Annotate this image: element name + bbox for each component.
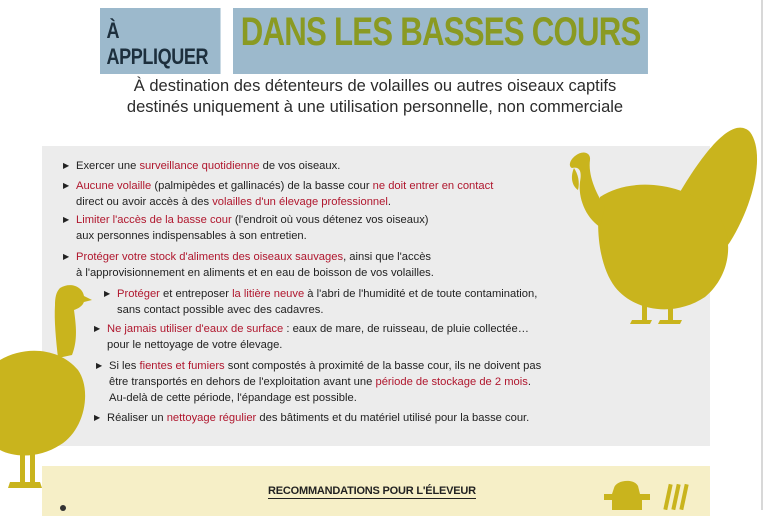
highlight-text: ne doit entrer en contact bbox=[372, 180, 494, 192]
highlight-text: Protéger bbox=[117, 288, 160, 300]
highlight-text: période de stockage de 2 mois bbox=[375, 376, 528, 388]
highlight-text: Ne jamais utiliser d'eaux de surface bbox=[107, 323, 284, 335]
recommendations-title: RECOMMANDATIONS POUR L'ÉLEVEUR bbox=[268, 485, 476, 497]
subtitle-line-1: À destination des détenteurs de volailles ou autres oiseaux captifs bbox=[133, 77, 617, 95]
bullet-arrow-icon: ▶ bbox=[94, 413, 101, 422]
rule-line bbox=[76, 249, 434, 265]
rule-text: de vos oiseaux. bbox=[259, 160, 341, 172]
rule-item bbox=[94, 410, 530, 426]
rule-item bbox=[104, 286, 538, 318]
rule-line bbox=[109, 390, 541, 406]
rule-text: Si les bbox=[109, 360, 140, 372]
rule-text: sans contact possible avec des cadavres. bbox=[117, 304, 324, 316]
rule-text: pour le nettoyage de votre élevage. bbox=[107, 339, 283, 351]
rule-text: (l'endroit où vous détenez vos oiseaux) bbox=[231, 214, 429, 226]
rule-line bbox=[109, 358, 541, 374]
rule-text: à l'abri de l'humidité et de toute contamination, bbox=[304, 288, 538, 300]
rule-line bbox=[76, 265, 434, 281]
bullet-arrow-icon: ▶ bbox=[96, 361, 103, 370]
subtitle bbox=[90, 76, 660, 118]
highlight-text: Protéger votre stock d'aliments des oiseaux sauvages bbox=[76, 251, 344, 263]
rule-text: à l'approvisionnement en aliments et en eau de boisson de vos volailles. bbox=[76, 267, 434, 279]
rule-text: (palmipèdes et gallinacés) de la basse cour bbox=[151, 180, 373, 192]
highlight-text: surveillance quotidienne bbox=[139, 160, 260, 172]
guinea-fowl-icon bbox=[0, 280, 103, 495]
title-tag: À APPLIQUER bbox=[100, 8, 220, 74]
rule-text: être transportés en dehors de l'exploitation avant une bbox=[109, 376, 376, 388]
rule-line bbox=[117, 286, 537, 302]
rule-text: sont compostés à proximité de la basse cour, ils ne doivent pas bbox=[224, 360, 542, 372]
rule-item bbox=[63, 178, 494, 210]
rule-text: aux personnes indispensables à son entretien. bbox=[76, 230, 307, 242]
rule-text: direct ou avoir accès à des bbox=[76, 196, 213, 208]
bullet-arrow-icon: ▶ bbox=[104, 289, 111, 298]
rule-line bbox=[107, 337, 529, 353]
rule-text: des bâtiments et du matériel utilisé pour la basse cour. bbox=[256, 412, 530, 424]
rule-item bbox=[63, 212, 429, 244]
highlight-text: fientes et fumiers bbox=[139, 360, 225, 372]
page-title: DANS LES BASSES COURS bbox=[233, 8, 648, 74]
bullet-arrow-icon: ▶ bbox=[63, 181, 70, 190]
rule-line bbox=[76, 228, 429, 244]
highlight-text: la litière neuve bbox=[232, 288, 305, 300]
subtitle-line-2: destinés uniquement à une utilisation personnelle, non commerciale bbox=[126, 98, 624, 116]
rule-line bbox=[76, 212, 429, 228]
rule-item bbox=[63, 158, 341, 174]
rule-line bbox=[76, 158, 340, 174]
recommendation-bullet bbox=[60, 505, 66, 511]
rule-text: : eaux de mare, de ruisseau, de pluie collectée… bbox=[283, 323, 529, 335]
rule-text: Au-delà de cette période, l'épandage est possible. bbox=[109, 392, 357, 404]
bullet-arrow-icon: ▶ bbox=[94, 324, 101, 333]
rule-item bbox=[96, 358, 542, 406]
rule-line bbox=[107, 410, 529, 426]
turkey-icon bbox=[560, 122, 765, 327]
title-banner bbox=[100, 8, 765, 74]
bullet-arrow-icon: ▶ bbox=[63, 161, 70, 170]
rule-line bbox=[117, 302, 537, 318]
rule-text: , ainsi que l'accès bbox=[343, 251, 432, 263]
rule-line bbox=[76, 178, 493, 194]
highlight-text: volailles d'un élevage professionnel bbox=[212, 196, 388, 208]
rule-item bbox=[94, 321, 529, 353]
rule-line bbox=[76, 194, 493, 210]
rule-text: . bbox=[527, 376, 531, 388]
bullet-arrow-icon: ▶ bbox=[63, 252, 70, 261]
rule-text: Réaliser un bbox=[107, 412, 167, 424]
highlight-text: Aucune volaille bbox=[76, 180, 152, 192]
rule-text: Exercer une bbox=[76, 160, 140, 172]
rule-text: et entreposer bbox=[159, 288, 233, 300]
highlight-text: Limiter l'accès de la basse cour bbox=[76, 214, 232, 226]
rule-line bbox=[107, 321, 529, 337]
rule-line bbox=[109, 374, 541, 390]
rule-item bbox=[63, 249, 434, 281]
farmer-hat-pitchfork-icon bbox=[604, 478, 696, 510]
bullet-arrow-icon: ▶ bbox=[63, 215, 70, 224]
highlight-text: nettoyage régulier bbox=[166, 412, 257, 424]
rule-text: . bbox=[387, 196, 391, 208]
